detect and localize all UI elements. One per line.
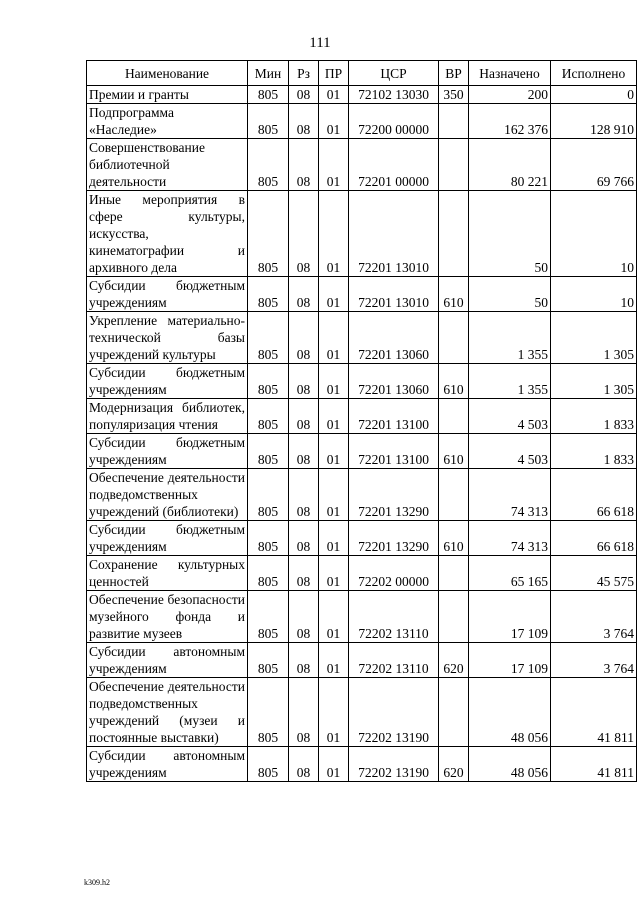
cell-csr: 72201 13010 [349, 277, 439, 312]
cell-executed: 1 305 [551, 312, 637, 364]
cell-executed: 41 811 [551, 747, 637, 782]
cell-planned: 17 109 [469, 591, 551, 643]
cell-rz: 08 [289, 469, 319, 521]
cell-name: Модернизация библиотек, популяризация чтения [87, 399, 248, 434]
cell-rz: 08 [289, 86, 319, 104]
cell-pr: 01 [319, 399, 349, 434]
cell-rz: 08 [289, 678, 319, 747]
cell-planned: 50 [469, 191, 551, 277]
budget-table [86, 60, 637, 782]
cell-name: Субсидии бюджетным учреждениям [87, 434, 248, 469]
cell-planned: 65 165 [469, 556, 551, 591]
cell-pr: 01 [319, 139, 349, 191]
cell-min: 805 [248, 469, 289, 521]
cell-rz: 08 [289, 747, 319, 782]
cell-min: 805 [248, 191, 289, 277]
cell-csr: 72201 13290 [349, 469, 439, 521]
cell-executed: 1 833 [551, 434, 637, 469]
cell-vr [439, 399, 469, 434]
cell-planned: 50 [469, 277, 551, 312]
table-row [87, 399, 637, 434]
column-header-rz: Рз [289, 61, 319, 86]
cell-vr [439, 312, 469, 364]
cell-rz: 08 [289, 191, 319, 277]
cell-executed: 128 910 [551, 104, 637, 139]
table-row [87, 556, 637, 591]
cell-csr: 72201 00000 [349, 139, 439, 191]
cell-executed: 66 618 [551, 469, 637, 521]
cell-vr: 350 [439, 86, 469, 104]
cell-name: Обеспечение деятельности подведомственных учреждений (музеи и постоянные выставки) [87, 678, 248, 747]
cell-planned: 1 355 [469, 312, 551, 364]
cell-csr: 72201 13100 [349, 399, 439, 434]
table-body [87, 86, 637, 782]
cell-pr: 01 [319, 86, 349, 104]
cell-name: Субсидии автономным учреждениям [87, 747, 248, 782]
cell-vr [439, 678, 469, 747]
cell-min: 805 [248, 747, 289, 782]
cell-executed: 10 [551, 191, 637, 277]
cell-rz: 08 [289, 312, 319, 364]
cell-planned: 80 221 [469, 139, 551, 191]
table-row [87, 191, 637, 277]
cell-pr: 01 [319, 747, 349, 782]
column-header-csr: ЦСР [349, 61, 439, 86]
cell-rz: 08 [289, 434, 319, 469]
cell-planned: 48 056 [469, 747, 551, 782]
cell-vr [439, 139, 469, 191]
cell-planned: 1 355 [469, 364, 551, 399]
cell-pr: 01 [319, 191, 349, 277]
table-row [87, 434, 637, 469]
cell-planned: 200 [469, 86, 551, 104]
table-row [87, 277, 637, 312]
cell-executed: 45 575 [551, 556, 637, 591]
table-row [87, 312, 637, 364]
cell-executed: 69 766 [551, 139, 637, 191]
column-header-executed: Исполнено [551, 61, 637, 86]
cell-executed: 0 [551, 86, 637, 104]
cell-min: 805 [248, 86, 289, 104]
table-header-row [87, 61, 637, 86]
cell-name: Субсидии бюджетным учреждениям [87, 521, 248, 556]
cell-pr: 01 [319, 643, 349, 678]
cell-name: Субсидии бюджетным учреждениям [87, 277, 248, 312]
cell-planned: 17 109 [469, 643, 551, 678]
cell-csr: 72102 13030 [349, 86, 439, 104]
cell-pr: 01 [319, 312, 349, 364]
table-row [87, 86, 637, 104]
footer-code: k309.h2 [84, 878, 110, 887]
cell-csr: 72202 00000 [349, 556, 439, 591]
cell-name: Обеспечение деятельности подведомственных учреждений (библиотеки) [87, 469, 248, 521]
cell-vr: 610 [439, 521, 469, 556]
cell-planned: 4 503 [469, 434, 551, 469]
cell-min: 805 [248, 399, 289, 434]
cell-csr: 72201 13010 [349, 191, 439, 277]
cell-pr: 01 [319, 434, 349, 469]
cell-name: Совершенствование библиотечной деятельности [87, 139, 248, 191]
cell-executed: 66 618 [551, 521, 637, 556]
cell-vr [439, 191, 469, 277]
cell-name: Премии и гранты [87, 86, 248, 104]
column-header-pr: ПР [319, 61, 349, 86]
cell-csr: 72201 13060 [349, 364, 439, 399]
cell-min: 805 [248, 139, 289, 191]
table-row [87, 678, 637, 747]
cell-min: 805 [248, 591, 289, 643]
cell-csr: 72201 13290 [349, 521, 439, 556]
cell-rz: 08 [289, 521, 319, 556]
cell-vr: 620 [439, 747, 469, 782]
cell-pr: 01 [319, 521, 349, 556]
cell-name: Укрепление материально-технической базы учреждений культуры [87, 312, 248, 364]
cell-csr: 72200 00000 [349, 104, 439, 139]
column-header-vr: ВР [439, 61, 469, 86]
column-header-planned: Назначено [469, 61, 551, 86]
table-row [87, 364, 637, 399]
cell-name: Иные мероприятия в сфере культуры, искусства, кинематографии и архивного дела [87, 191, 248, 277]
cell-name: Обеспечение безопасности музейного фонда и развитие музеев [87, 591, 248, 643]
cell-pr: 01 [319, 277, 349, 312]
column-header-min: Мин [248, 61, 289, 86]
cell-executed: 10 [551, 277, 637, 312]
cell-min: 805 [248, 277, 289, 312]
cell-pr: 01 [319, 364, 349, 399]
table-row [87, 747, 637, 782]
cell-vr: 610 [439, 434, 469, 469]
cell-planned: 74 313 [469, 521, 551, 556]
cell-vr [439, 556, 469, 591]
table-row [87, 104, 637, 139]
cell-pr: 01 [319, 104, 349, 139]
cell-csr: 72201 13060 [349, 312, 439, 364]
cell-pr: 01 [319, 591, 349, 643]
cell-name: Сохранение культурных ценностей [87, 556, 248, 591]
cell-csr: 72201 13100 [349, 434, 439, 469]
cell-executed: 3 764 [551, 591, 637, 643]
cell-pr: 01 [319, 678, 349, 747]
cell-vr: 620 [439, 643, 469, 678]
cell-name: Субсидии автономным учреждениям [87, 643, 248, 678]
cell-vr: 610 [439, 277, 469, 312]
table-row [87, 521, 637, 556]
table-row [87, 469, 637, 521]
cell-csr: 72202 13190 [349, 747, 439, 782]
table-row [87, 139, 637, 191]
cell-min: 805 [248, 364, 289, 399]
cell-vr [439, 104, 469, 139]
cell-pr: 01 [319, 469, 349, 521]
cell-min: 805 [248, 521, 289, 556]
cell-executed: 3 764 [551, 643, 637, 678]
cell-rz: 08 [289, 139, 319, 191]
cell-vr [439, 591, 469, 643]
cell-rz: 08 [289, 591, 319, 643]
cell-rz: 08 [289, 399, 319, 434]
cell-vr: 610 [439, 364, 469, 399]
table-row [87, 643, 637, 678]
cell-rz: 08 [289, 556, 319, 591]
column-header-name: Наименование [87, 61, 248, 86]
cell-rz: 08 [289, 364, 319, 399]
cell-csr: 72202 13190 [349, 678, 439, 747]
table-row [87, 591, 637, 643]
cell-min: 805 [248, 678, 289, 747]
cell-planned: 48 056 [469, 678, 551, 747]
cell-rz: 08 [289, 104, 319, 139]
cell-planned: 162 376 [469, 104, 551, 139]
cell-executed: 1 833 [551, 399, 637, 434]
cell-rz: 08 [289, 643, 319, 678]
cell-name: Подпрограмма «Наследие» [87, 104, 248, 139]
cell-min: 805 [248, 556, 289, 591]
cell-planned: 4 503 [469, 399, 551, 434]
cell-planned: 74 313 [469, 469, 551, 521]
cell-name: Субсидии бюджетным учреждениям [87, 364, 248, 399]
cell-min: 805 [248, 434, 289, 469]
cell-executed: 1 305 [551, 364, 637, 399]
cell-vr [439, 469, 469, 521]
cell-csr: 72202 13110 [349, 591, 439, 643]
cell-min: 805 [248, 104, 289, 139]
cell-min: 805 [248, 643, 289, 678]
cell-executed: 41 811 [551, 678, 637, 747]
page-number: 111 [309, 35, 331, 51]
cell-rz: 08 [289, 277, 319, 312]
cell-min: 805 [248, 312, 289, 364]
cell-csr: 72202 13110 [349, 643, 439, 678]
cell-pr: 01 [319, 556, 349, 591]
